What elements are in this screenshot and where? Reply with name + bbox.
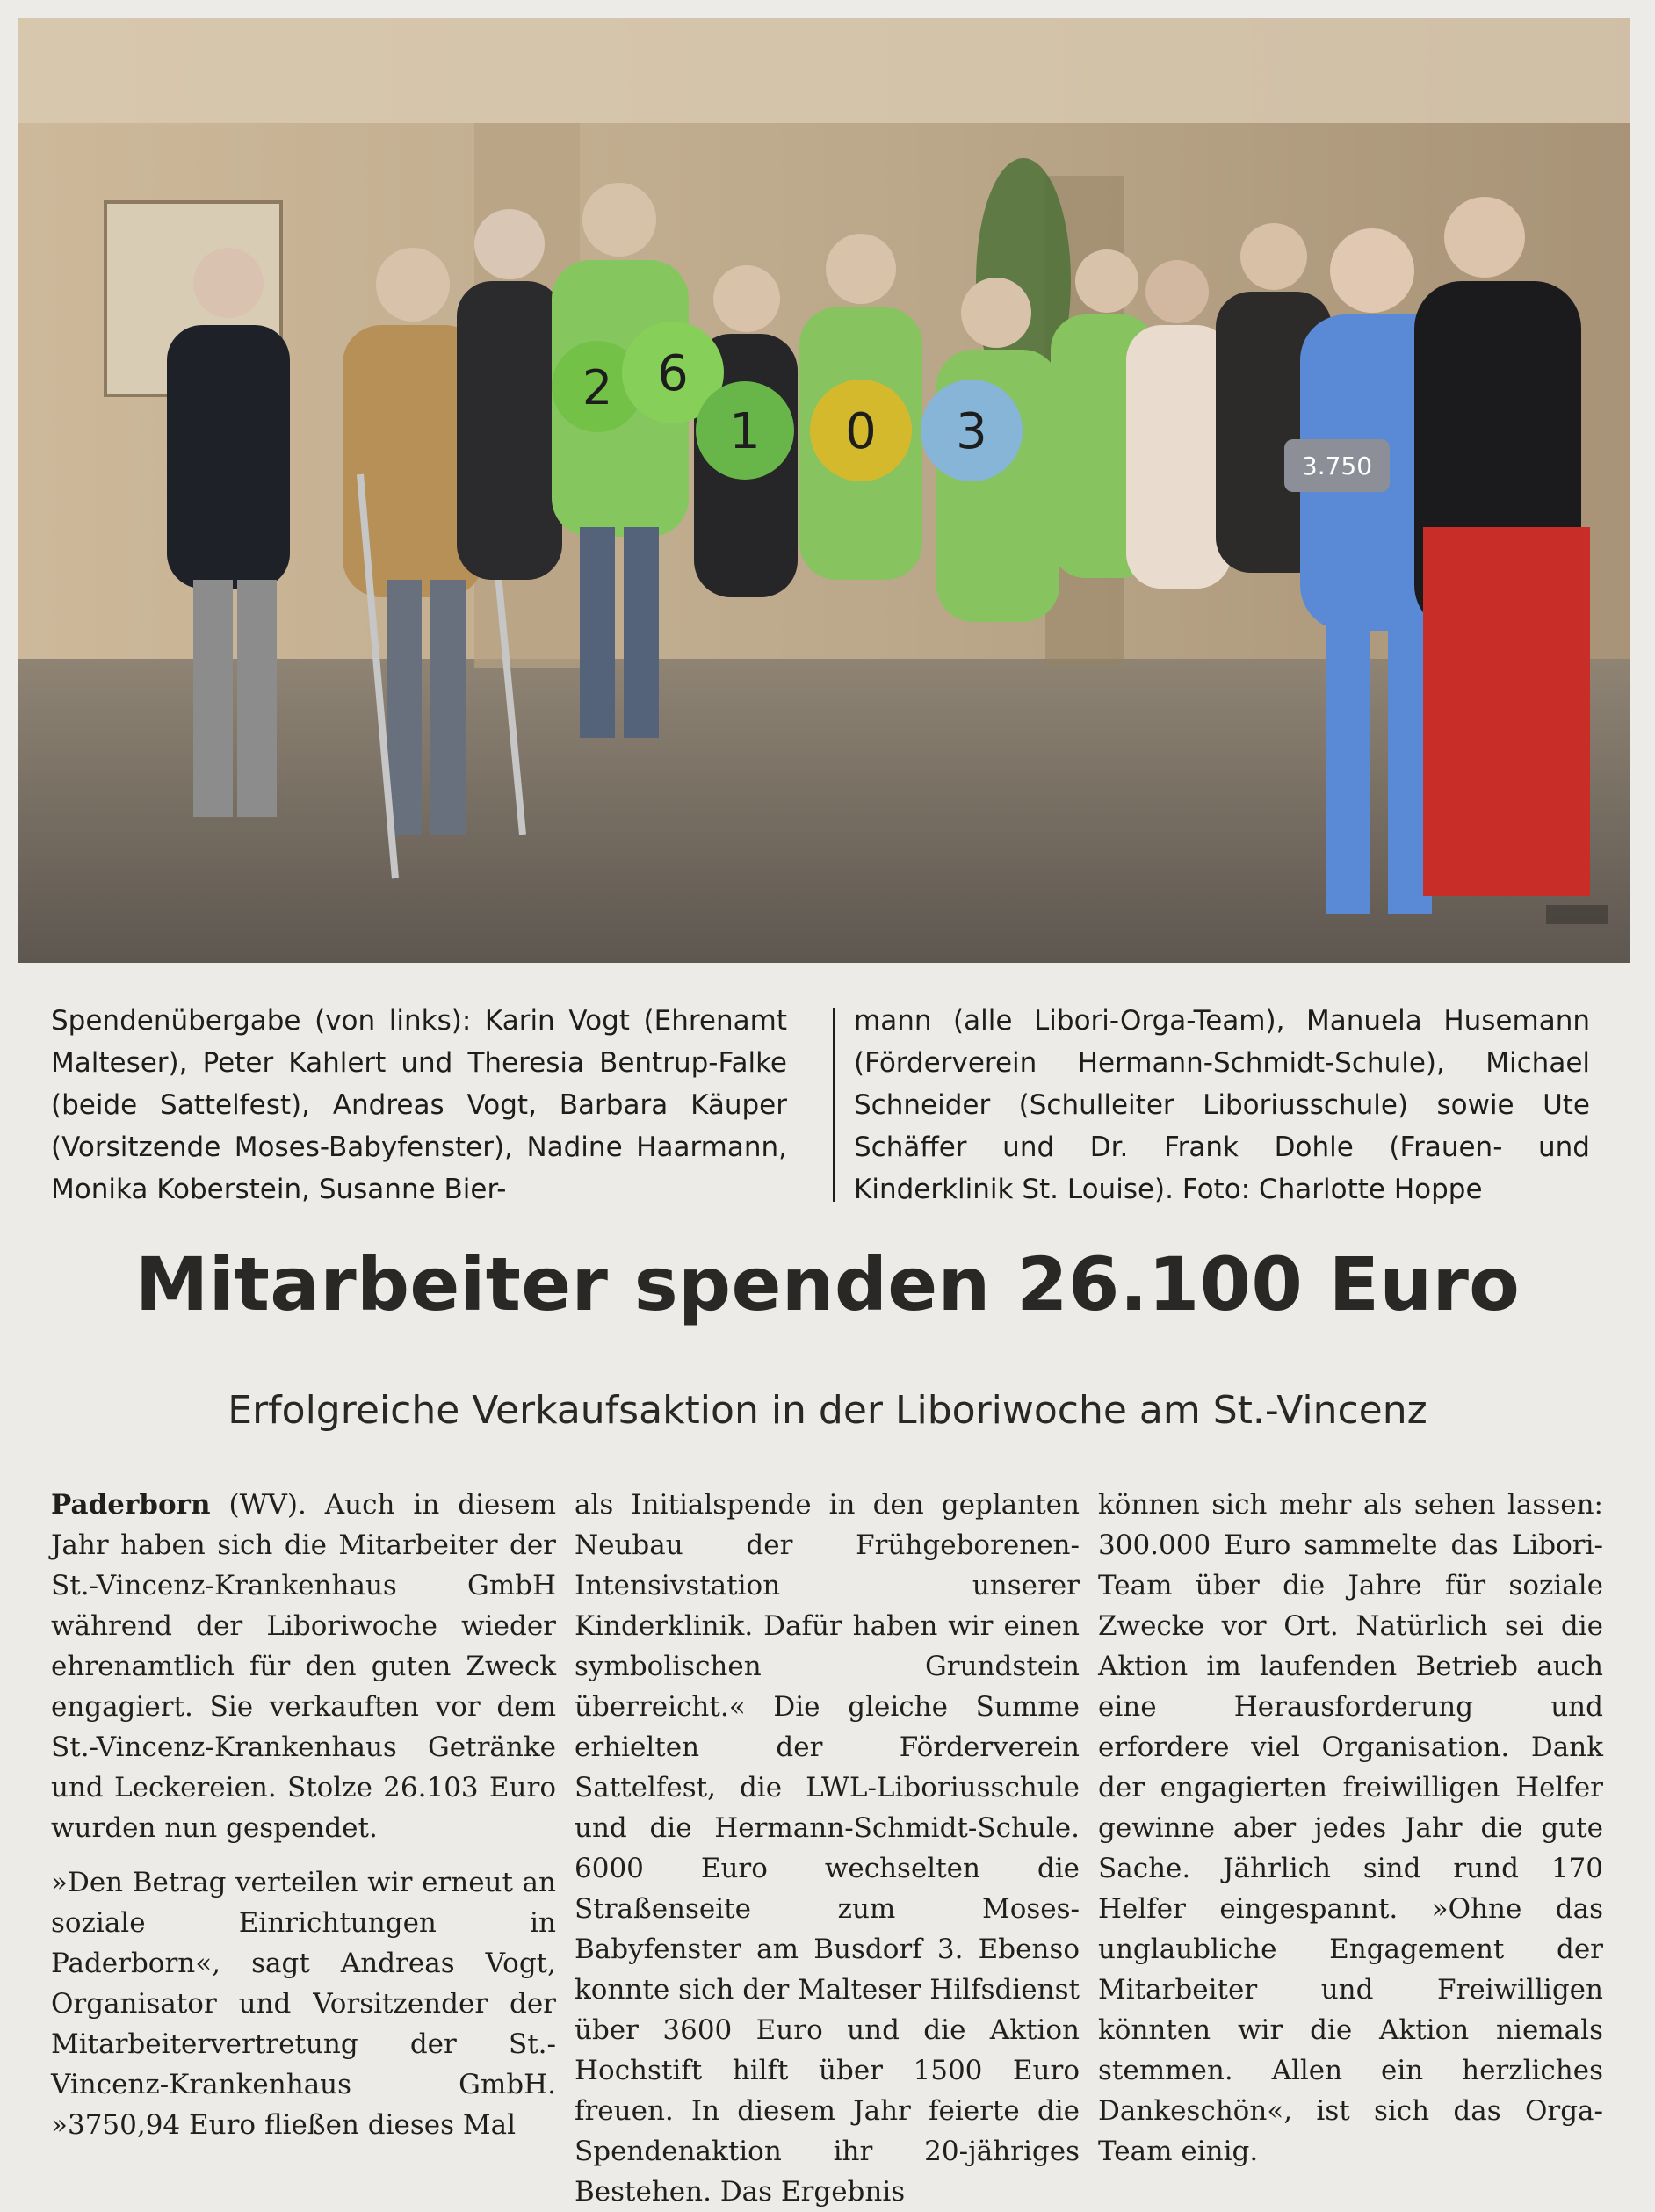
photo-person-12 bbox=[1414, 197, 1590, 896]
caption-left-text: Spendenübergabe (von links): Karin Vogt (Ehrenamt Malteser), Peter Kahlert und Theresia Bentrup-Falke (beide Sattelfest), Andreas Vogt, Barbara Käuper (Vorsitzende Moses-Babyfenster), Nadine Haarmann, Monika Koberstein, Susanne Bier- bbox=[51, 1005, 787, 1205]
article-column-2 bbox=[575, 1485, 1080, 2212]
article-column-3 bbox=[1098, 1485, 1603, 2172]
headline: Mitarbeiter spenden 26.100 Euro bbox=[134, 1241, 1521, 1327]
stone-text: 3.750 bbox=[1301, 452, 1373, 481]
balloon-4-digit: 0 bbox=[845, 403, 877, 460]
group-photo-illustration bbox=[18, 18, 1630, 963]
article-column-3-text: können sich mehr als sehen lassen: 300.000 Euro sammelte das Libori-Team über die Jahre für soziale Zwecke vor Ort. Natürlich sei die Aktion im laufenden Betrieb auch eine Herausforderung und erfordere viel Organisation. Dank der engagierten freiwilligen Helfer gewinne aber jedes Jahr die gute Sache. Jährlich sind rund 170 Helfer eingespannt. »Ohne das unglaubliche Engagement der Mitarbeiter und Freiwilligen könnten wir die Aktion niemals stemmen. Allen ein herzliches Dankeschön«, ist sich das Orga-Team einig. bbox=[1098, 1489, 1603, 2167]
article-paragraph-2: »Den Betrag verteilen wir erneut an soziale Einrichtungen in Paderborn«, sagt Andreas Vogt, Organisator und Vorsitzender der Mitarbeitervertretung der St.-Vincenz-Krankenhaus GmbH. »3750,94 Euro fließen dieses Mal bbox=[51, 1867, 556, 2141]
floor-vent bbox=[1546, 905, 1608, 924]
photo-caption bbox=[51, 1000, 1604, 1209]
caption-divider bbox=[833, 1008, 835, 1202]
article-column-2-text: als Initialspende in den geplanten Neubau der Frühgeborenen-Intensivstation unserer Kinderklinik. Dafür haben wir einen symbolischen Grundstein überreicht.« Die gleiche Summe erhielten der Förderverein Sattelfest, die LWL-Liboriusschule und die Hermann-Schmidt-Schule. 6000 Euro wechselten die Straßenseite zum Moses-Babyfenster am Busdorf 3. Ebenso konnte sich der Malteser Hilfsdienst über 3600 Euro und die Aktion Hochstift hilft über 1500 Euro freuen. In diesem Jahr feierte die Spendenaktion ihr 20-jähriges Bestehen. Das Ergebnis bbox=[575, 1489, 1080, 2208]
article-paragraph-1 bbox=[51, 1485, 556, 1848]
article-column-1 bbox=[51, 1485, 556, 2145]
balloon-2-digit: 6 bbox=[657, 345, 689, 402]
photo-credit: Foto: Charlotte Hoppe bbox=[1182, 1174, 1483, 1205]
caption-left-column bbox=[51, 1000, 787, 1211]
caption-right-column bbox=[854, 1000, 1590, 1211]
balloon-3-digit: 1 bbox=[729, 403, 761, 460]
balloon-5-digit: 3 bbox=[956, 403, 987, 460]
dateline: Paderborn bbox=[51, 1489, 211, 1521]
article-paragraph-1-text: (WV). Auch in diesem Jahr haben sich die Mitarbeiter der St.-Vincenz-Krankenhaus GmbH während der Liboriwoche wieder ehrenamtlich für den guten Zweck engagiert. Sie verkauften vor dem St.-Vincenz-Krankenhaus Getränke und Leckereien. Stolze 26.103 Euro wurden nun gespendet. bbox=[51, 1489, 556, 1844]
photo-ceiling bbox=[18, 18, 1630, 123]
balloon-1-digit: 2 bbox=[582, 360, 613, 416]
subheadline: Erfolgreiche Verkaufsaktion in der Liboriwoche am St.-Vincenz bbox=[228, 1388, 1427, 1433]
caption-right-text: mann (alle Libori-Orga-Team), Manuela Husemann (Förderverein Hermann-Schmidt-Schule), Michael Schneider (Schulleiter Liboriusschule) sowie Ute Schäffer und Dr. Frank Dohle (Frauen- und Kinderklinik St. Louise). bbox=[854, 1005, 1590, 1205]
group-photo bbox=[18, 18, 1630, 963]
